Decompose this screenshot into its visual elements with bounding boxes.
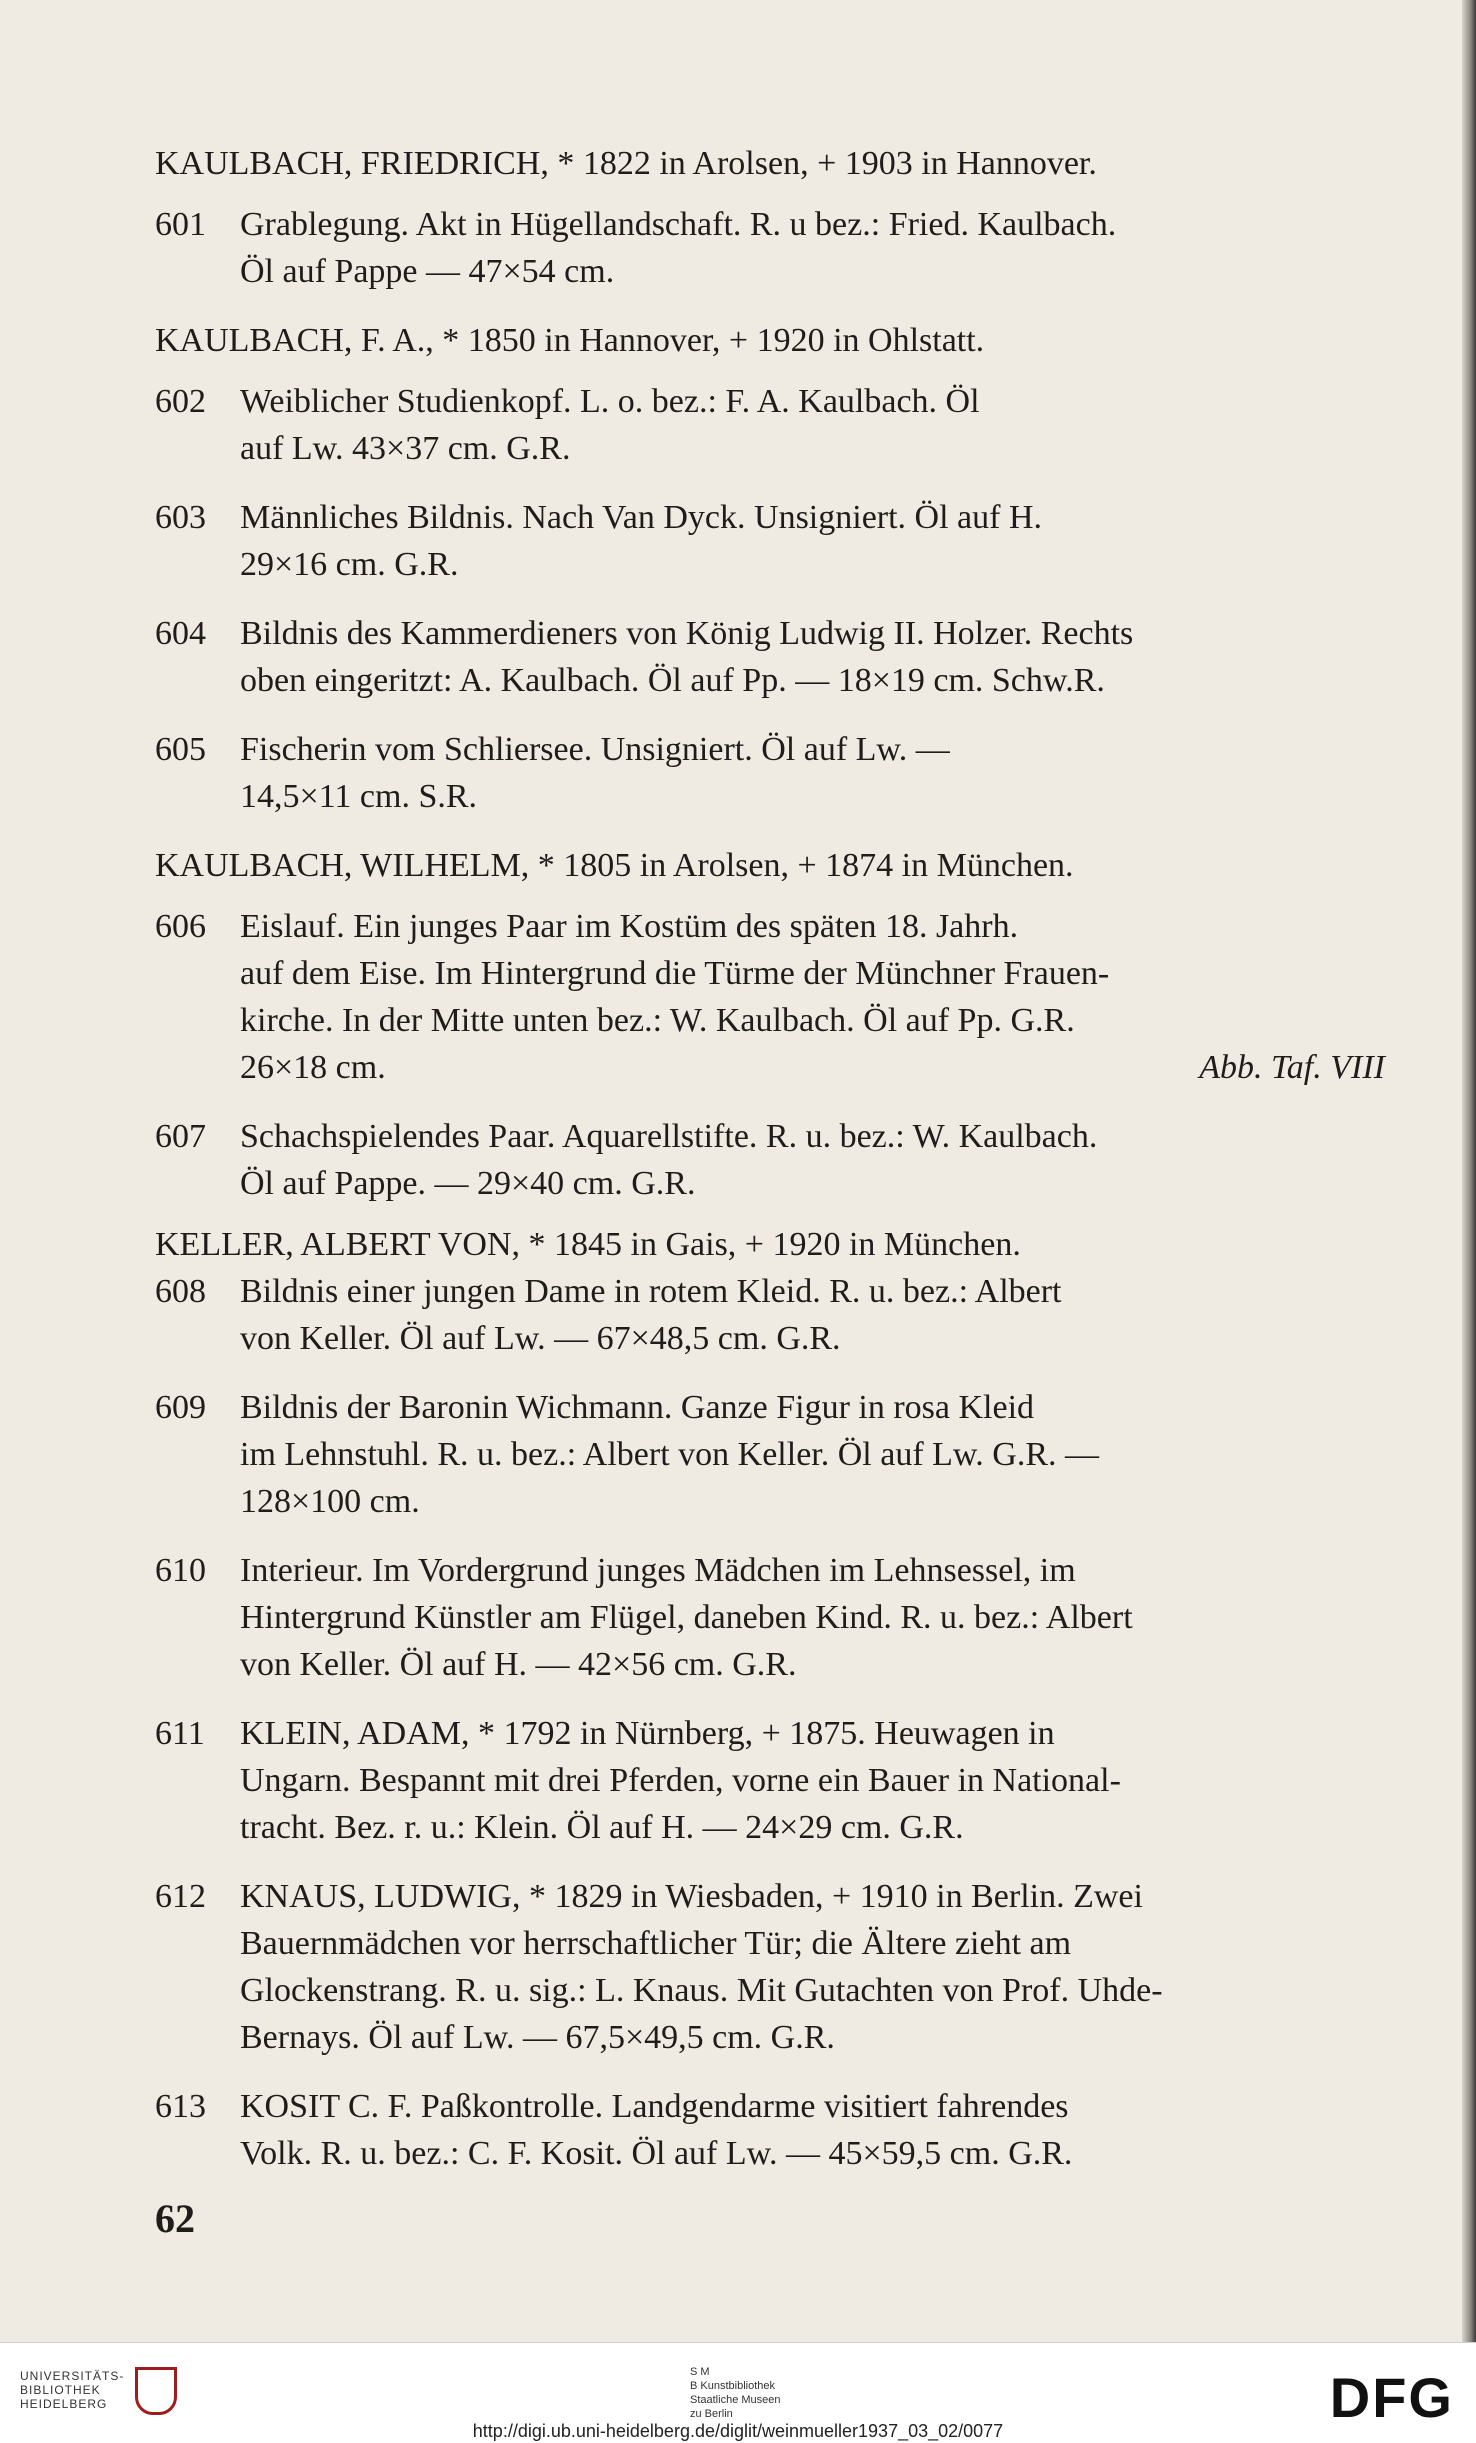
catalog-entry-605 bbox=[155, 726, 1385, 820]
page-number: 62 bbox=[155, 2196, 195, 2241]
text-line: Staatliche Museen bbox=[690, 2394, 781, 2406]
text-line: S M bbox=[690, 2366, 710, 2378]
text-line: BIBLIOTHEK bbox=[20, 2383, 101, 2397]
text-line: 128×100 cm. bbox=[240, 1483, 420, 1520]
artist-header bbox=[155, 842, 1385, 889]
text-line: tracht. Bez. r. u.: Klein. Öl auf H. — 24×29 cm. G.R. bbox=[240, 1809, 964, 1846]
lot-number: 607 bbox=[155, 1118, 206, 1155]
text-line: 14,5×11 cm. S.R. bbox=[240, 778, 478, 815]
lot-number: 613 bbox=[155, 2088, 206, 2125]
text-line: KELLER, ALBERT VON, * 1845 in Gais, + 1920 in München. bbox=[155, 1226, 1021, 1263]
lot-number: 602 bbox=[155, 383, 206, 420]
text-line: KOSIT C. F. Paßkontrolle. Landgendarme visitiert fahrendes bbox=[240, 2088, 1069, 2125]
text-line: B Kunstbibliothek bbox=[690, 2380, 775, 2392]
lot-number: 610 bbox=[155, 1552, 206, 1589]
catalog-entry-610 bbox=[155, 1547, 1385, 1688]
text-line: 29×16 cm. G.R. bbox=[240, 546, 459, 583]
text-line: Volk. R. u. bez.: C. F. Kosit. Öl auf Lw. — 45×59,5 cm. G.R. bbox=[240, 2135, 1073, 2172]
text-line: Bildnis des Kammerdieners von König Ludwig II. Holzer. Rechts bbox=[240, 615, 1134, 652]
text-line: UNIVERSITÄTS- bbox=[20, 2369, 125, 2383]
text-line: KNAUS, LUDWIG, * 1829 in Wiesbaden, + 1910 in Berlin. Zwei bbox=[240, 1878, 1143, 1915]
catalog-entry-606 bbox=[155, 903, 1385, 1091]
catalog-entry-607 bbox=[155, 1113, 1385, 1207]
catalog-entry-612 bbox=[155, 1873, 1385, 2061]
page-spine-edge bbox=[1462, 0, 1476, 2342]
catalog-entry-608 bbox=[155, 1268, 1385, 1362]
text-line: auf dem Eise. Im Hintergrund die Türme der Münchner Frauen- bbox=[240, 955, 1110, 992]
text-line: Öl auf Pappe — 47×54 cm. bbox=[240, 253, 615, 290]
text-line: KAULBACH, F. A., * 1850 in Hannover, + 1920 in Ohlstatt. bbox=[155, 322, 985, 359]
text-line: Hintergrund Künstler am Flügel, daneben Kind. R. u. bez.: Albert bbox=[240, 1599, 1133, 1636]
text-line: Männliches Bildnis. Nach Van Dyck. Unsigniert. Öl auf H. bbox=[240, 499, 1043, 536]
museum-label bbox=[690, 2365, 781, 2421]
lot-number: 608 bbox=[155, 1273, 206, 1310]
text-line: von Keller. Öl auf Lw. — 67×48,5 cm. G.R. bbox=[240, 1320, 841, 1357]
catalog-entry-611 bbox=[155, 1710, 1385, 1851]
artist-header bbox=[155, 140, 1385, 187]
lot-number: 605 bbox=[155, 731, 206, 768]
artist-header bbox=[155, 1221, 1385, 1268]
text-line: Eislauf. Ein junges Paar im Kostüm des späten 18. Jahrh. bbox=[240, 908, 1019, 945]
lot-number: 612 bbox=[155, 1878, 206, 1915]
text-line: Fischerin vom Schliersee. Unsigniert. Öl auf Lw. — bbox=[240, 731, 950, 768]
text-line: von Keller. Öl auf H. — 42×56 cm. G.R. bbox=[240, 1646, 797, 1683]
text-line: Interieur. Im Vordergrund junges Mädchen im Lehnsessel, im bbox=[240, 1552, 1076, 1589]
plate-reference: Abb. Taf. VIII bbox=[1199, 1049, 1385, 1086]
lot-number: 603 bbox=[155, 499, 206, 536]
text-line: Schachspielendes Paar. Aquarellstifte. R. u. bez.: W. Kaulbach. bbox=[240, 1118, 1098, 1155]
dfg-logo: DFG bbox=[1329, 2366, 1454, 2429]
text-line bbox=[240, 1044, 1385, 1091]
text-line: Bildnis einer jungen Dame in rotem Kleid. R. u. bez.: Albert bbox=[240, 1273, 1062, 1310]
university-library-label bbox=[20, 2369, 124, 2411]
text-line: oben eingeritzt: A. Kaulbach. Öl auf Pp. — 18×19 cm. Schw.R. bbox=[240, 662, 1105, 699]
source-url-link[interactable]: http://digi.ub.uni-heidelberg.de/diglit/weinmueller1937_03_02/0077 bbox=[472, 2421, 1004, 2441]
text-line: Bernays. Öl auf Lw. — 67,5×49,5 cm. G.R. bbox=[240, 2019, 835, 2056]
catalog-content bbox=[155, 140, 1385, 2199]
text-line: KAULBACH, WILHELM, * 1805 in Arolsen, + 1874 in München. bbox=[155, 847, 1074, 884]
catalog-entry-601 bbox=[155, 201, 1385, 295]
text-line: im Lehnstuhl. R. u. bez.: Albert von Keller. Öl auf Lw. G.R. — bbox=[240, 1436, 1099, 1473]
catalog-entry-604 bbox=[155, 610, 1385, 704]
lot-number: 609 bbox=[155, 1389, 206, 1426]
text-line: HEIDELBERG bbox=[20, 2397, 108, 2411]
lot-number: 601 bbox=[155, 206, 206, 243]
text-line: zu Berlin bbox=[690, 2408, 733, 2420]
university-logo-icon bbox=[135, 2367, 177, 2415]
text-line: Öl auf Pappe. — 29×40 cm. G.R. bbox=[240, 1165, 696, 1202]
lot-number: 611 bbox=[155, 1715, 205, 1752]
catalog-entry-613 bbox=[155, 2083, 1385, 2177]
lot-number: 604 bbox=[155, 615, 206, 652]
text-line: Ungarn. Bespannt mit drei Pferden, vorne ein Bauer in National- bbox=[240, 1762, 1121, 1799]
lot-number: 606 bbox=[155, 908, 206, 945]
catalog-entry-602 bbox=[155, 378, 1385, 472]
text-line: kirche. In der Mitte unten bez.: W. Kaulbach. Öl auf Pp. G.R. bbox=[240, 1002, 1075, 1039]
text-line: Grablegung. Akt in Hügellandschaft. R. u bez.: Fried. Kaulbach. bbox=[240, 206, 1117, 243]
text-line: Bauernmädchen vor herrschaftlicher Tür; die Ältere zieht am bbox=[240, 1925, 1072, 1962]
text-line: KLEIN, ADAM, * 1792 in Nürnberg, + 1875. Heuwagen in bbox=[240, 1715, 1055, 1752]
text-line: Weiblicher Studienkopf. L. o. bez.: F. A. Kaulbach. Öl bbox=[240, 383, 980, 420]
artist-header bbox=[155, 317, 1385, 364]
text-line: auf Lw. 43×37 cm. G.R. bbox=[240, 430, 571, 467]
text-line: Bildnis der Baronin Wichmann. Ganze Figur in rosa Kleid bbox=[240, 1389, 1035, 1426]
text-line: Glockenstrang. R. u. sig.: L. Knaus. Mit Gutachten von Prof. Uhde- bbox=[240, 1972, 1163, 2009]
dimensions-text: 26×18 cm. bbox=[240, 1049, 386, 1086]
text-line: KAULBACH, FRIEDRICH, * 1822 in Arolsen, + 1903 in Hannover. bbox=[155, 145, 1097, 182]
catalog-entry-603 bbox=[155, 494, 1385, 588]
digitization-footer bbox=[0, 2342, 1476, 2443]
catalog-entry-609 bbox=[155, 1384, 1385, 1525]
